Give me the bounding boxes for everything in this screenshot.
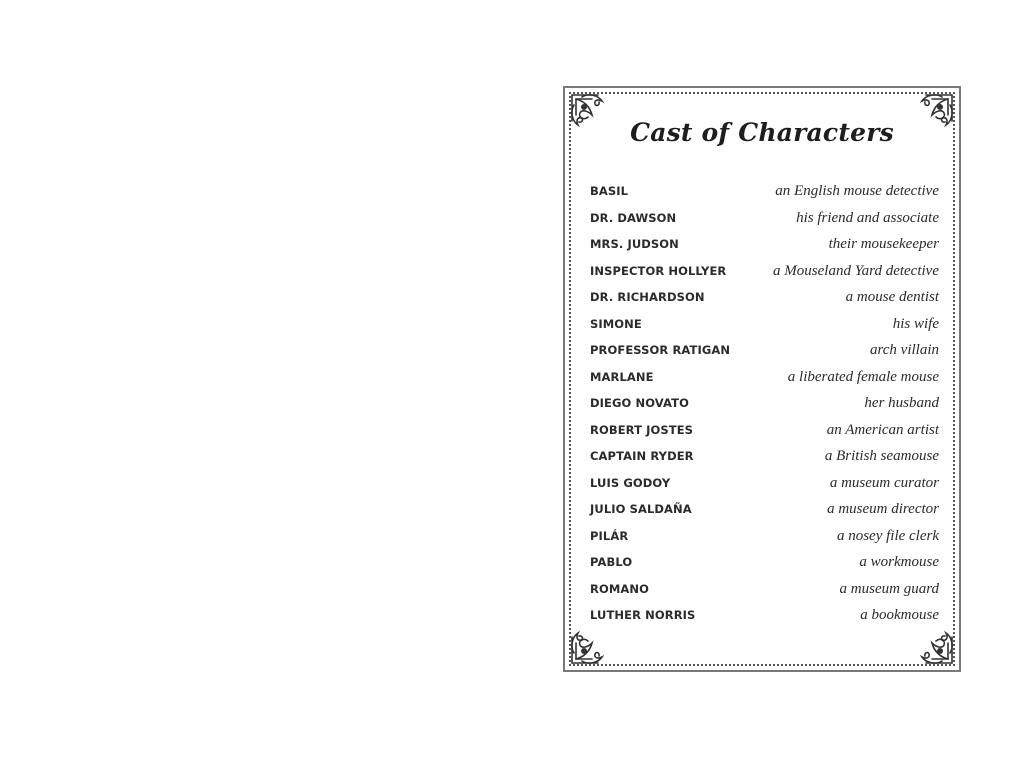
character-name: CAPTAIN RYDER	[590, 449, 694, 463]
character-description: an English mouse detective	[775, 183, 939, 199]
character-description: arch villain	[869, 342, 939, 358]
character-name: ROBERT JOSTES	[590, 422, 694, 437]
list-item	[590, 210, 939, 237]
character-name: MARLANE	[590, 369, 654, 384]
list-item	[590, 369, 939, 396]
character-description: his friend and associate	[796, 209, 939, 226]
character-description: a mouse dentist	[845, 289, 939, 305]
character-name: DIEGO NOVATO	[590, 396, 689, 410]
character-description: a museum curator	[829, 474, 939, 491]
list-item	[590, 448, 939, 475]
list-item	[590, 422, 939, 449]
character-description: his wife	[892, 315, 939, 332]
character-name: PROFESSOR RATIGAN	[590, 343, 731, 357]
character-description: a bookmouse	[860, 607, 939, 623]
character-name: PILÁR	[590, 528, 629, 543]
character-description: an American artist	[826, 421, 939, 438]
list-item	[590, 607, 939, 634]
list-item	[590, 316, 939, 343]
character-name: PABLO	[590, 555, 633, 569]
cast-page	[563, 86, 961, 672]
character-name: JULIO SALDAÑA	[590, 502, 692, 516]
character-name: LUTHER NORRIS	[590, 608, 696, 622]
character-name: ROMANO	[590, 581, 649, 596]
character-description: a museum director	[827, 501, 939, 517]
list-item	[590, 289, 939, 316]
character-name: DR. RICHARDSON	[590, 290, 705, 304]
list-item	[590, 581, 939, 608]
list-item	[590, 475, 939, 502]
list-item	[590, 395, 939, 422]
list-item	[590, 236, 939, 263]
list-item	[590, 342, 939, 369]
list-item	[590, 263, 939, 290]
cast-list	[590, 183, 939, 634]
character-name: BASIL	[590, 184, 629, 198]
page-title: Cast of Characters	[630, 118, 894, 147]
character-name: INSPECTOR HOLLYER	[590, 263, 727, 278]
character-description: a workmouse	[859, 554, 939, 570]
character-description: a Mouseland Yard detective	[773, 262, 939, 279]
character-name: SIMONE	[590, 316, 642, 331]
list-item	[590, 183, 939, 210]
character-description: a museum guard	[839, 580, 939, 597]
list-item	[590, 501, 939, 528]
character-description: a British seamouse	[824, 448, 939, 464]
list-item	[590, 554, 939, 581]
list-item	[590, 528, 939, 555]
character-name: DR. DAWSON	[590, 210, 677, 225]
character-name: MRS. JUDSON	[590, 237, 679, 251]
character-description: her husband	[864, 395, 939, 411]
character-name: LUIS GODOY	[590, 475, 671, 490]
character-description: a nosey file clerk	[836, 527, 939, 544]
character-description: their mousekeeper	[828, 236, 939, 252]
character-description: a liberated female mouse	[787, 368, 939, 385]
